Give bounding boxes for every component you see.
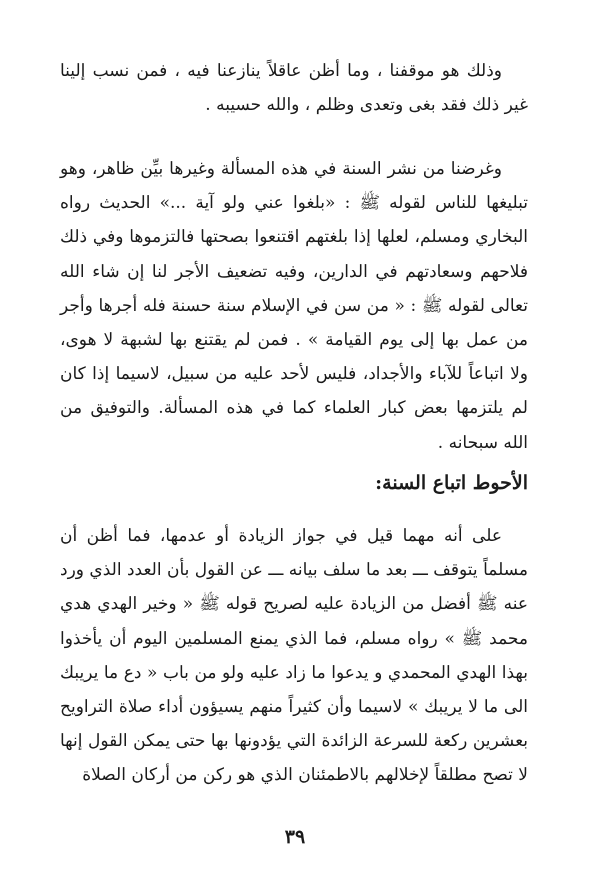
paragraph-1: وذلك هو موقفنا ، وما أظن عاقلاً ينازعنا فيه ، فمن نسب إلينا غير ذلك فقد بغى وتعدى وظلم ، والله حسيبه . <box>60 61 528 116</box>
paragraph-2-block <box>60 152 528 460</box>
page-number: ٣٩ <box>284 826 306 848</box>
paragraph-1-block <box>60 54 528 122</box>
paragraph-2: وغرضنا من نشر السنة في هذه المسألة وغيرها بيِّن ظاهر، وهو تبليغها للناس لقوله ﷺ : «بلغوا عني ولو آية ...» الحديث رواه البخاري ومسلم، لعلها إذا بلغتهم اقتنعوا بصحتها فالتزموها وفي ذلك فلاحهم وسعادتهم في الدارين، وفيه تضعيف الأجر لنا إن شاء الله تعالى لقوله ﷺ : « من سن في الإسلام سنة حسنة فله أجرها وأجر من عمل بها إلى يوم القيامة » . فمن لم يقتنع بها لشبهة لا هوى، ولا اتباعاً للآباء والأجداد، فليس لأحد عليه من سبيل، لاسيما إذا كان لم يلتزمها بعض كبار العلماء كما في هذه المسألة. والتوفيق من الله سبحانه . <box>60 159 528 453</box>
paragraph-3-block <box>60 519 528 793</box>
section-heading: الأحوط اتباع السنة: <box>375 472 528 494</box>
paragraph-3: على أنه مهما قيل في جواز الزيادة أو عدمها، فما أظن أن مسلماً يتوقف ـــ بعد ما سلف بيانه ـــ عن القول بأن العدد الذي ورد عنه ﷺ أفضل من الزيادة عليه لصريح قوله ﷺ « وخير الهدي هدي محمد ﷺ » رواه مسلم، فما الذي يمنع المسلمين اليوم أن يأخذوا بهذا الهدي المحمدي و يدعوا ما زاد عليه ولو من باب « دع ما يريبك الى ما لا يريبك » لاسيما وأن كثيراً منهم يسيؤون أداء صلاة التراويح بعشرين ركعة للسرعة الزائدة التي يؤدونها بها حتى يمكن القول إنها لا تصح مطلقاً لإخلالهم بالاطمئنان الذي هو ركن من أركان الصلاة <box>60 526 528 786</box>
